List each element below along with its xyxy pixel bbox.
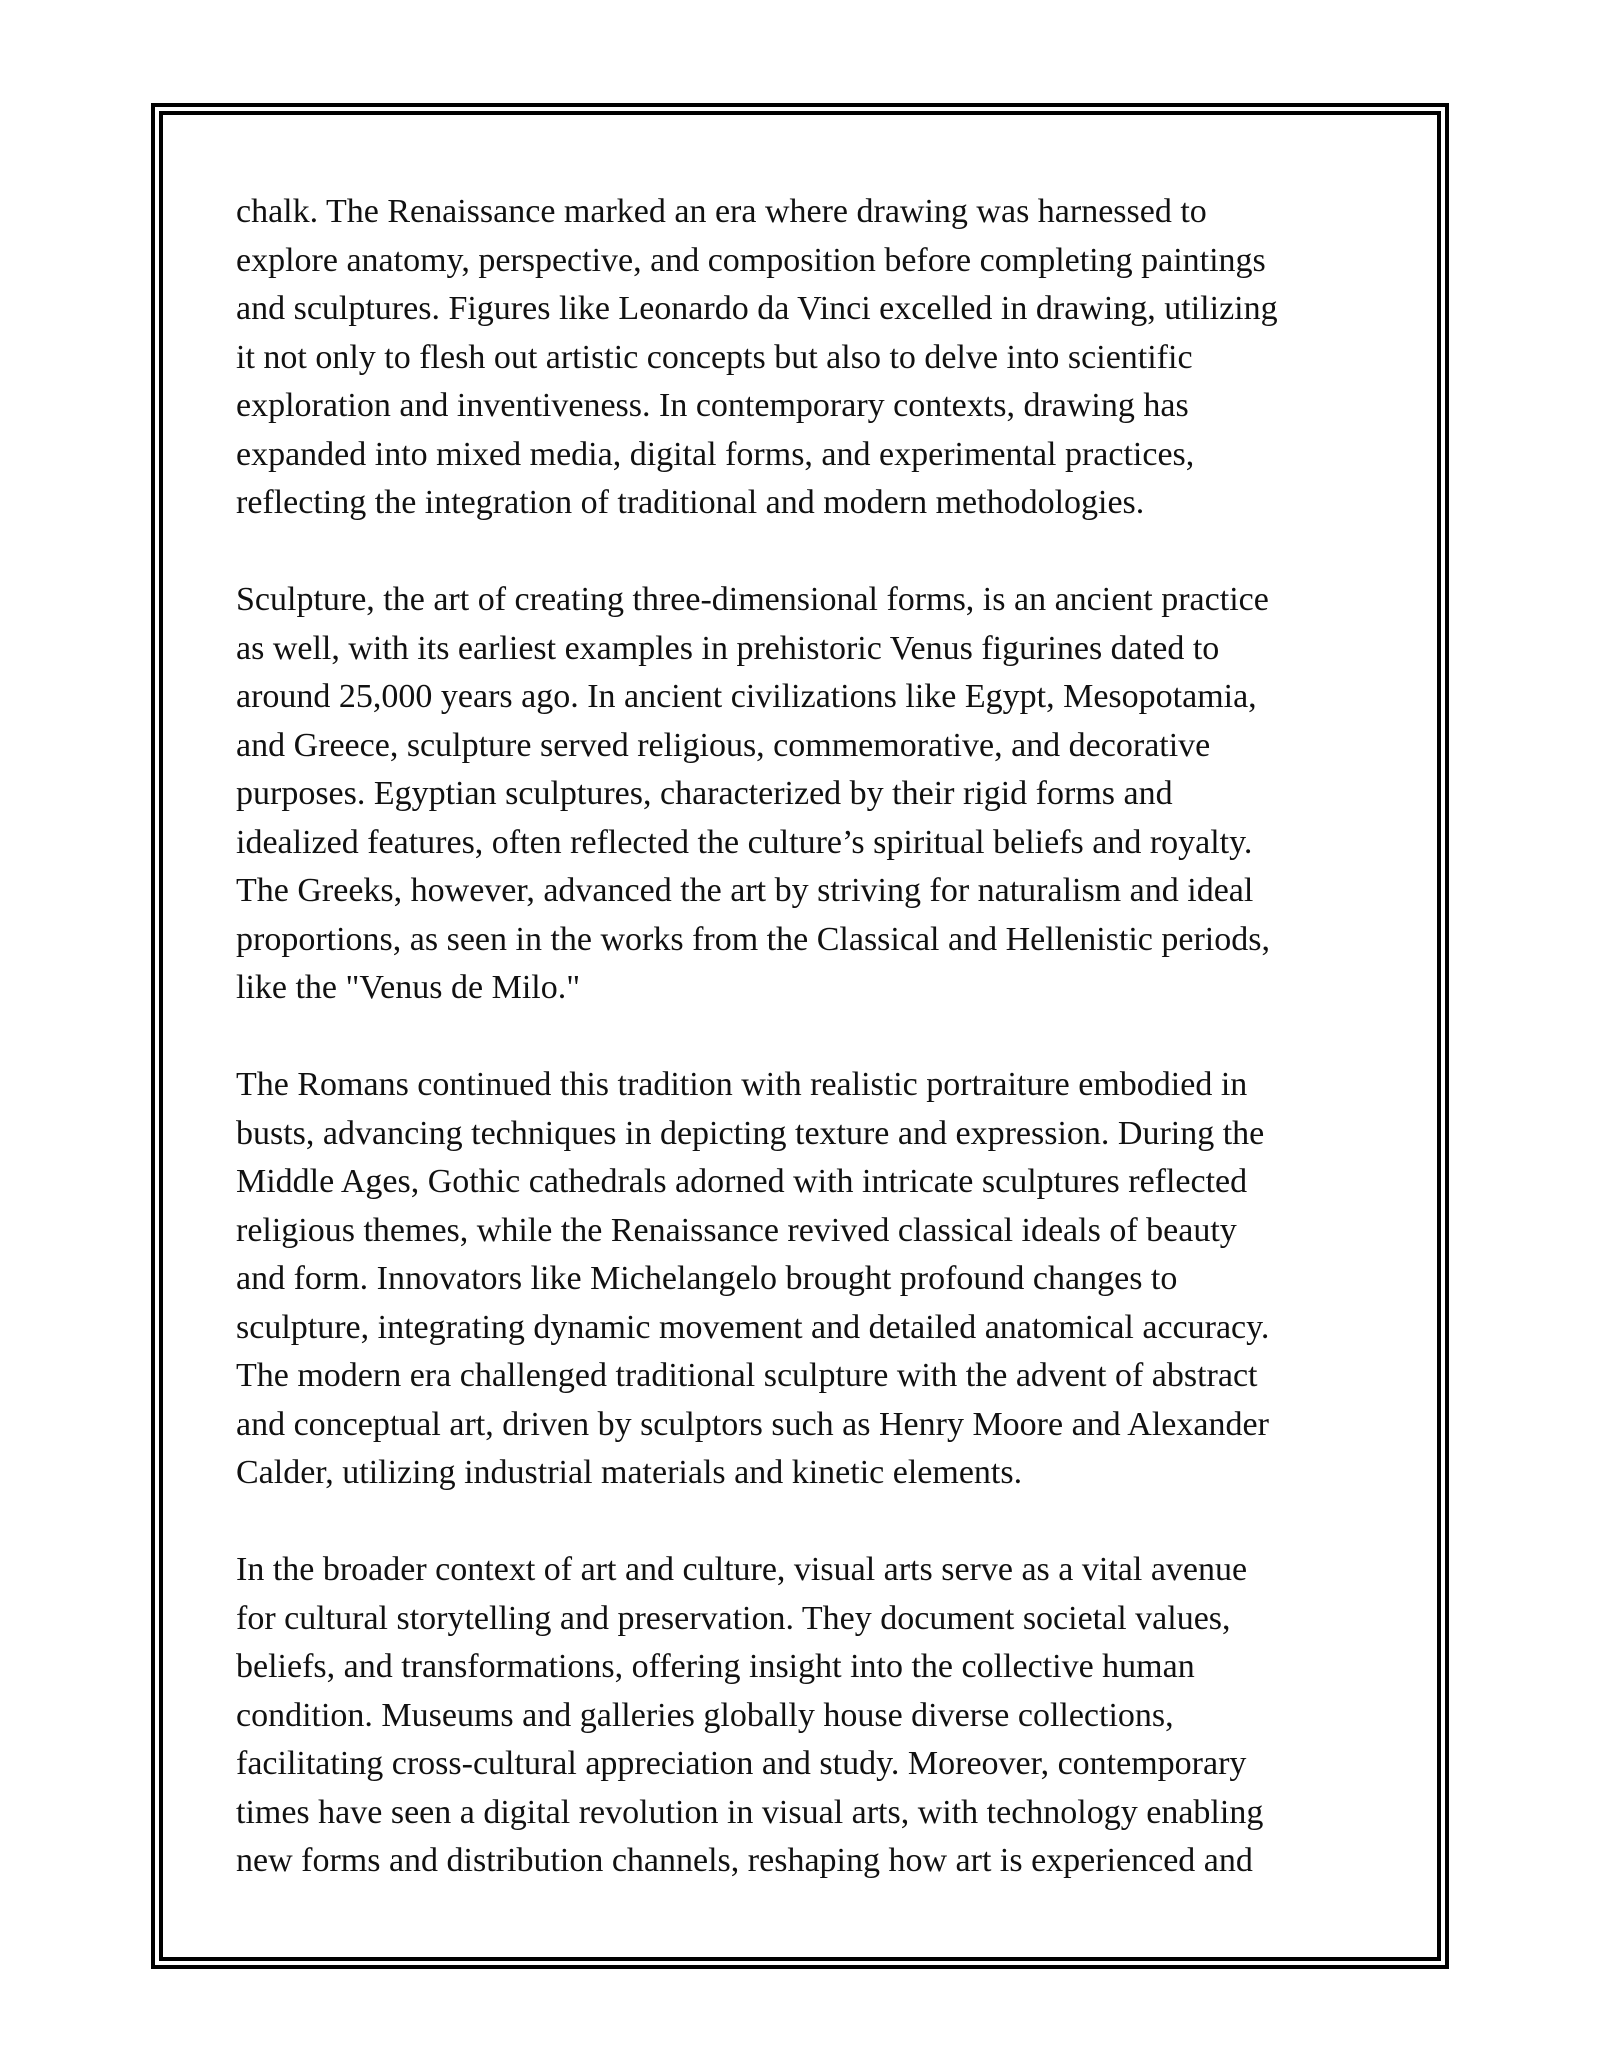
text-line: for cultural storytelling and preservation. They document societal values, bbox=[236, 1599, 1231, 1637]
text-line: as well, with its earliest examples in prehistoric Venus figurines dated to bbox=[236, 629, 1220, 667]
paragraph-sculpture bbox=[236, 576, 1386, 1013]
paragraph-culture bbox=[236, 1546, 1386, 1886]
text-line: The Greeks, however, advanced the art by striving for naturalism and ideal bbox=[236, 872, 1254, 909]
text-line: busts, advancing techniques in depicting texture and expression. During the bbox=[236, 1114, 1265, 1152]
text-line: and Greece, sculpture served religious, commemorative, and decorative bbox=[236, 726, 1211, 764]
text-line: expanded into mixed media, digital forms, and experimental practices, bbox=[236, 435, 1195, 473]
text-line: condition. Museums and galleries globally house diverse collections, bbox=[236, 1696, 1174, 1734]
text-line: idealized features, often reflected the culture’s spiritual beliefs and royalty. bbox=[236, 823, 1253, 861]
text-line: reflecting the integration of traditional and modern methodologies. bbox=[236, 484, 1145, 521]
paragraph-drawing bbox=[236, 188, 1386, 528]
text-line: around 25,000 years ago. In ancient civilizations like Egypt, Mesopotamia, bbox=[236, 678, 1257, 715]
text-line: purposes. Egyptian sculptures, characterized by their rigid forms and bbox=[236, 775, 1173, 812]
text-line: Sculpture, the art of creating three-dimensional forms, is an ancient practice bbox=[236, 581, 1269, 618]
text-line: Calder, utilizing industrial materials and kinetic elements. bbox=[236, 1454, 1023, 1491]
text-line: it not only to flesh out artistic concepts but also to delve into scientific bbox=[236, 338, 1193, 376]
text-line: exploration and inventiveness. In contemporary contexts, drawing has bbox=[236, 387, 1189, 424]
text-line: The Romans continued this tradition with realistic portraiture embodied in bbox=[236, 1066, 1248, 1103]
text-line: new forms and distribution channels, reshaping how art is experienced and bbox=[236, 1842, 1253, 1879]
text-line: sculpture, integrating dynamic movement and detailed anatomical accuracy. bbox=[236, 1308, 1270, 1346]
text-line: like the "Venus de Milo." bbox=[236, 969, 581, 1006]
text-line: The modern era challenged traditional sculpture with the advent of abstract bbox=[236, 1357, 1258, 1394]
text-line: Middle Ages, Gothic cathedrals adorned with intricate sculptures reflected bbox=[236, 1163, 1248, 1200]
text-line: facilitating cross-cultural appreciation and study. Moreover, contemporary bbox=[236, 1745, 1247, 1782]
text-line: and form. Innovators like Michelangelo brought profound changes to bbox=[236, 1260, 1178, 1297]
paragraph-romans bbox=[236, 1061, 1386, 1498]
text-line: beliefs, and transformations, offering insight into the collective human bbox=[236, 1648, 1195, 1685]
text-line: chalk. The Renaissance marked an era where drawing was harnessed to bbox=[236, 193, 1207, 230]
text-line: In the broader context of art and culture, visual arts serve as a vital avenue bbox=[236, 1551, 1248, 1588]
text-line: times have seen a digital revolution in visual arts, with technology enabling bbox=[236, 1793, 1264, 1831]
text-line: and conceptual art, driven by sculptors such as Henry Moore and Alexander bbox=[236, 1405, 1269, 1443]
body-text bbox=[236, 188, 1386, 1934]
text-line: explore anatomy, perspective, and composition before completing paintings bbox=[236, 241, 1266, 279]
text-line: proportions, as seen in the works from the Classical and Hellenistic periods, bbox=[236, 920, 1270, 958]
text-line: religious themes, while the Renaissance revived classical ideals of beauty bbox=[236, 1211, 1237, 1249]
text-line: and sculptures. Figures like Leonardo da Vinci excelled in drawing, utilizing bbox=[236, 290, 1278, 327]
